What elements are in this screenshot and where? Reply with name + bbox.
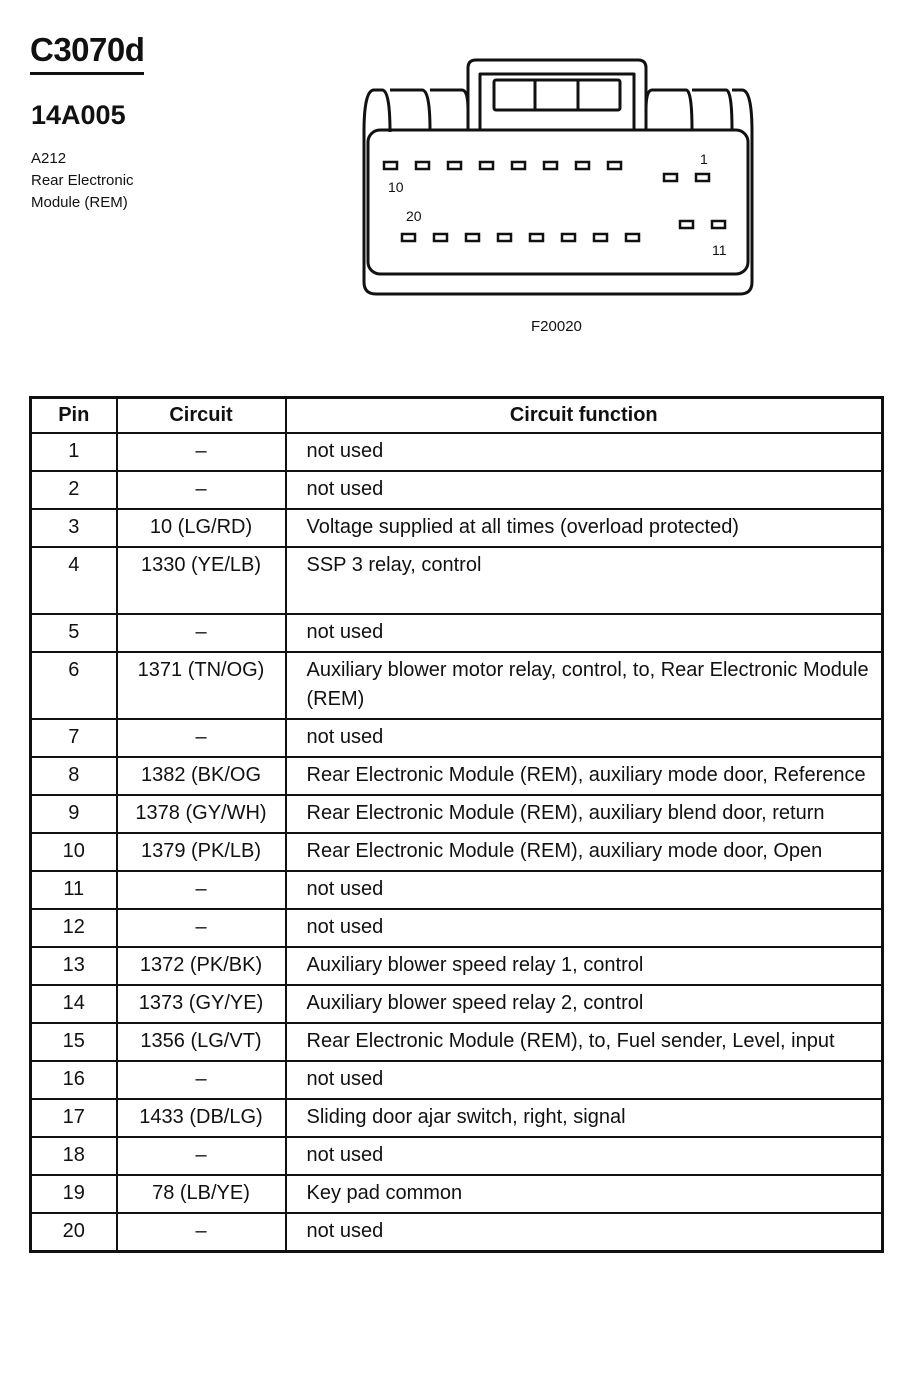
function-cell: Auxiliary blower speed relay 2, control xyxy=(286,985,883,1023)
table-row xyxy=(31,509,883,547)
table-row xyxy=(31,757,883,795)
pin-cell: 4 xyxy=(31,547,117,614)
pin-cell: 6 xyxy=(31,652,117,719)
function-cell: not used xyxy=(286,1137,883,1175)
pin-cell: 15 xyxy=(31,1023,117,1061)
pin-cell: 10 xyxy=(31,833,117,871)
function-cell: Sliding door ajar switch, right, signal xyxy=(286,1099,883,1137)
function-cell: Rear Electronic Module (REM), auxiliary mode door, Reference xyxy=(286,757,883,795)
pin-cell: 8 xyxy=(31,757,117,795)
function-cell: Voltage supplied at all times (overload protected) xyxy=(286,509,883,547)
component-code: A212 xyxy=(31,150,67,167)
circuit-cell: 1382 (BK/OG xyxy=(117,757,286,795)
pin-cell: 9 xyxy=(31,795,117,833)
pin-cell: 18 xyxy=(31,1137,117,1175)
table-row xyxy=(31,1175,883,1213)
header-circuit: Circuit xyxy=(117,398,286,434)
header-pin: Pin xyxy=(31,398,117,434)
circuit-cell: 1371 (TN/OG) xyxy=(117,652,286,719)
pin-cell: 14 xyxy=(31,985,117,1023)
circuit-cell: – xyxy=(117,471,286,509)
table-row xyxy=(31,433,883,471)
function-cell: Key pad common xyxy=(286,1175,883,1213)
figure-id: F20020 xyxy=(531,318,582,335)
table-row xyxy=(31,471,883,509)
connector-latch xyxy=(494,80,620,110)
circuit-cell: 10 (LG/RD) xyxy=(117,509,286,547)
circuit-cell: 1372 (PK/BK) xyxy=(117,947,286,985)
function-cell: not used xyxy=(286,433,883,471)
header-function: Circuit function xyxy=(286,398,883,434)
pin-cell: 17 xyxy=(31,1099,117,1137)
table-row xyxy=(31,795,883,833)
pin-table xyxy=(29,396,884,1253)
table-header-row xyxy=(31,398,883,434)
pin-cell: 11 xyxy=(31,871,117,909)
circuit-cell: 1379 (PK/LB) xyxy=(117,833,286,871)
table-row xyxy=(31,909,883,947)
function-cell: Rear Electronic Module (REM), auxiliary mode door, Open xyxy=(286,833,883,871)
circuit-cell: – xyxy=(117,1061,286,1099)
function-cell: Rear Electronic Module (REM), to, Fuel sender, Level, input xyxy=(286,1023,883,1061)
pin-cell: 16 xyxy=(31,1061,117,1099)
pin-cell: 5 xyxy=(31,614,117,652)
circuit-cell: – xyxy=(117,1137,286,1175)
connector-face-diagram xyxy=(350,50,770,310)
circuit-cell: 78 (LB/YE) xyxy=(117,1175,286,1213)
function-cell: not used xyxy=(286,1213,883,1252)
component-description xyxy=(31,148,211,214)
pin-label-11: 11 xyxy=(712,242,727,258)
component-name-line1: Rear Electronic xyxy=(31,172,134,189)
table-row xyxy=(31,614,883,652)
table-row xyxy=(31,719,883,757)
pin-label-1: 1 xyxy=(700,151,708,167)
circuit-cell: 1378 (GY/WH) xyxy=(117,795,286,833)
pin-cell: 19 xyxy=(31,1175,117,1213)
part-number: 14A005 xyxy=(31,100,126,130)
table-row xyxy=(31,1061,883,1099)
table-row xyxy=(31,871,883,909)
pin-label-10: 10 xyxy=(388,179,404,195)
circuit-cell: – xyxy=(117,871,286,909)
table-row xyxy=(31,833,883,871)
function-cell: Rear Electronic Module (REM), auxiliary blend door, return xyxy=(286,795,883,833)
table-row xyxy=(31,947,883,985)
pin-cell: 2 xyxy=(31,471,117,509)
table-row xyxy=(31,1213,883,1252)
connector-face xyxy=(368,130,748,274)
component-name-line2: Module (REM) xyxy=(31,194,128,211)
function-cell: not used xyxy=(286,614,883,652)
pin-cell: 13 xyxy=(31,947,117,985)
circuit-cell: 1356 (LG/VT) xyxy=(117,1023,286,1061)
function-cell: not used xyxy=(286,1061,883,1099)
connector-id: C3070d xyxy=(30,30,144,75)
connector-body xyxy=(364,132,752,294)
function-cell: not used xyxy=(286,871,883,909)
pin-cell: 3 xyxy=(31,509,117,547)
pin-label-20: 20 xyxy=(406,208,422,224)
circuit-cell: 1373 (GY/YE) xyxy=(117,985,286,1023)
connector-lock-inner xyxy=(480,74,634,130)
function-cell: Auxiliary blower motor relay, control, to, Rear Electronic Module (REM) xyxy=(286,652,883,719)
pin-cell: 1 xyxy=(31,433,117,471)
pin-cell: 7 xyxy=(31,719,117,757)
function-cell: not used xyxy=(286,719,883,757)
circuit-cell: – xyxy=(117,719,286,757)
circuit-cell: – xyxy=(117,1213,286,1252)
table-row xyxy=(31,1099,883,1137)
table-row xyxy=(31,547,883,614)
function-cell: Auxiliary blower speed relay 1, control xyxy=(286,947,883,985)
pin-cell: 20 xyxy=(31,1213,117,1252)
function-cell: not used xyxy=(286,909,883,947)
table-row xyxy=(31,652,883,719)
function-cell: not used xyxy=(286,471,883,509)
table-row xyxy=(31,1137,883,1175)
circuit-cell: 1330 (YE/LB) xyxy=(117,547,286,614)
circuit-cell: – xyxy=(117,433,286,471)
circuit-cell: – xyxy=(117,614,286,652)
circuit-cell: – xyxy=(117,909,286,947)
table-row xyxy=(31,1023,883,1061)
table-row xyxy=(31,985,883,1023)
pin-cell: 12 xyxy=(31,909,117,947)
function-cell: SSP 3 relay, control xyxy=(286,547,883,614)
circuit-cell: 1433 (DB/LG) xyxy=(117,1099,286,1137)
